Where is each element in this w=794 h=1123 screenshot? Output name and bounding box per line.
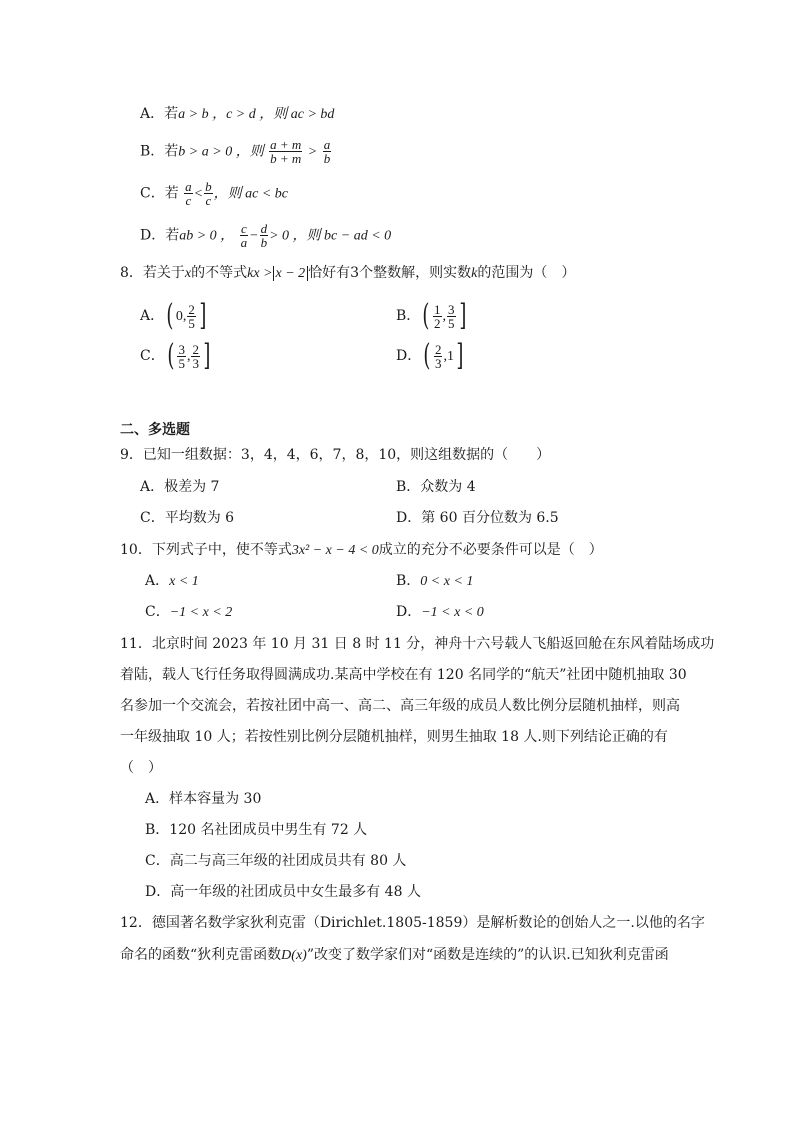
q8-option-d: D．( $\frac{2}{3}$ ,1] <box>396 338 464 373</box>
q11-line-2: 着陆，载人飞行任务取得圆满成功.某高中学校在有 120 名同学的“航天”社团中随机抽取 30 <box>120 667 687 683</box>
q11-line-1: 11．北京时间 2023 年 10 月 31 日 8 时 11 分，神舟十六号载人飞船返回舱在东风着陆场成功 <box>120 636 715 652</box>
q8-option-b: B．( $\frac{1}{2}$ , $\frac{3}{5}$ ] <box>396 298 466 333</box>
q9-option-b: B．众数为 4 <box>396 479 476 495</box>
q11-line-4: 一年级抽取 10 人；若按性别比例分层随机抽样，则男生抽取 18 人.则下列结论正确的有 <box>120 729 668 745</box>
q10-option-a: A．x < 1 <box>145 573 199 589</box>
q10-option-c: C．−1 < x < 2 <box>145 604 233 620</box>
q9-option-c: C．平均数为 6 <box>140 510 235 526</box>
q11-line-3: 名参加一个交流会，若按社团中高一、高二、高三年级的成员人数比例分层随机抽样，则高 <box>120 698 680 714</box>
q11-option-d: D．高一年级的社团成员中女生最多有 48 人 <box>145 884 421 900</box>
q8-option-a: A．( 0, $\frac{2}{5}$ ] <box>140 298 207 333</box>
q8-option-c: C．( $\frac{3}{5}$ , $\frac{2}{3}$ ] <box>140 338 211 373</box>
q11-option-a: A．样本容量为 30 <box>145 791 262 807</box>
q9-option-a: A．极差为 7 <box>140 479 220 495</box>
q9-stem: 9．已知一组数据：3，4，4，6，7，8，10，则这组数据的（ ） <box>120 447 551 463</box>
section-heading: 二、多选题 <box>120 422 190 438</box>
q12-line-1: 12．德国著名数学家狄利克雷（Dirichlet.1805-1859）是解析数论的创始人之一.以他的名字 <box>120 915 705 931</box>
q12-line-2: 命名的函数“狄利克雷函数D(x)”改变了数学家们对“函数是连续的”的认识.已知狄利克雷函 <box>120 947 669 963</box>
q11-line-5: （ ） <box>120 760 162 776</box>
q10-stem: 10．下列式子中，使不等式3x² − x − 4 < 0成立的充分不必要条件可以是（ ） <box>120 542 603 558</box>
q7-option-a: A．若a > b ，c > d ，则 ac > bd <box>140 106 335 122</box>
q8-stem: 8．若关于x的不等式kx > x − 2 恰好有3个整数解，则实数k的范围为（ ） <box>120 265 576 281</box>
q10-option-b: B．0 < x < 1 <box>396 573 474 589</box>
q10-option-d: D．−1 < x < 0 <box>396 604 484 620</box>
q9-option-d: D．第 60 百分位数为 6.5 <box>396 510 559 526</box>
q7-option-d: D．若ab > 0 ， $\frac{c}{a}$ − $\frac{d}{b}$ > 0 ，则 bc − ad < 0 <box>140 221 392 250</box>
q11-option-b: B．120 名社团成员中男生有 72 人 <box>145 822 368 838</box>
q7-option-c: C．若 $\frac{a}{c}$ < $\frac{b}{c}$ ，则 ac < bc <box>140 179 288 208</box>
q7-option-b: B．若b > a > 0 ，则 $\frac{a + m}{b + m}$ > $\frac{a}{b}$ <box>140 137 331 166</box>
q11-option-c: C．高二与高三年级的社团成员共有 80 人 <box>145 853 407 869</box>
